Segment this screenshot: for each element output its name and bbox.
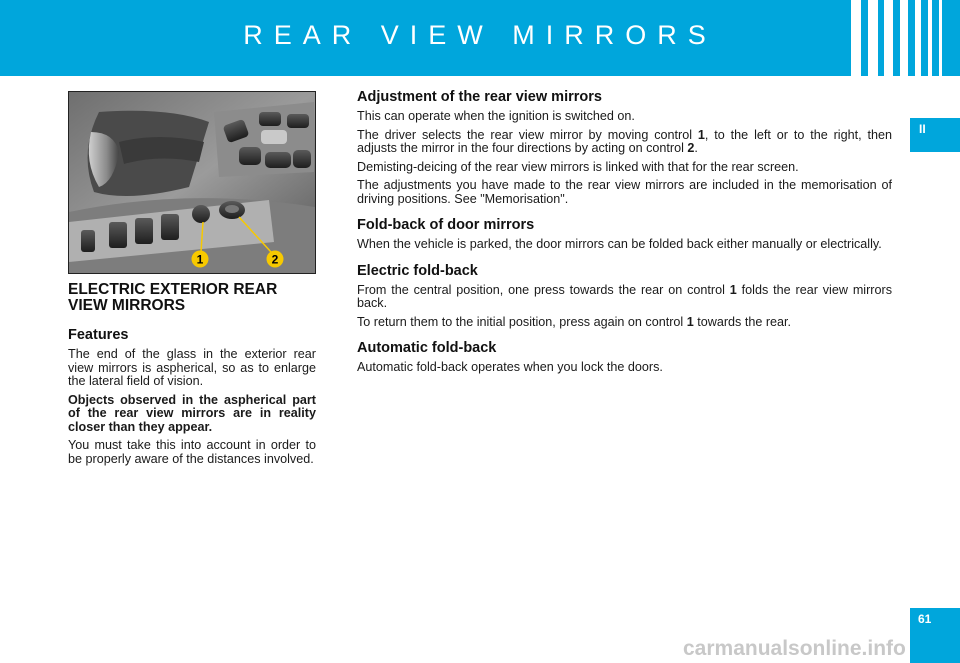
header-stripe: [915, 0, 921, 76]
left-column: [68, 282, 316, 466]
features-heading: Features: [68, 327, 129, 343]
chapter-tab: [910, 118, 960, 152]
door-panel-illustration: [69, 92, 315, 273]
electric-heading: Electric fold-back: [357, 262, 478, 279]
adjust-text-4: The adjustments you have made to the rear view mirrors are included in the memorisation of driving positions. See "Memorisation".: [357, 178, 892, 206]
adjust-text-3: Demisting-deicing of the rear view mirrors is linked with that for the rear screen.: [357, 159, 799, 174]
header-stripe: [900, 0, 908, 76]
header-stripe: [939, 0, 942, 76]
electric-text-2: To return them to the initial position, press again on control 1 towards the rear.: [357, 314, 792, 329]
control-ref: 1: [729, 282, 737, 297]
header-stripe: [928, 0, 932, 76]
svg-text:1: 1: [196, 252, 204, 267]
control-ref: 1: [686, 314, 694, 329]
page-header: [0, 0, 960, 76]
page-number-tab: [910, 608, 960, 663]
page-number: 61: [918, 612, 932, 626]
control-ref: 1: [697, 127, 705, 142]
foldback-heading: Fold-back of door mirrors: [357, 217, 535, 233]
door-control-photo: [68, 91, 316, 274]
warning-text: Objects observed in the aspherical part of the rear view mirrors are in reality closer than they appear.: [68, 392, 316, 434]
adjust-text-1: This can operate when the ignition is switched on.: [357, 109, 635, 123]
adjust-text-2: The driver selects the rear view mirror by moving control 1, to the left or to the right, then adjusts the mirror in the four directions by acting on control 2.: [357, 127, 892, 155]
right-column: [357, 88, 892, 375]
electric-text-1: From the central position, one press towards the rear on control 1 folds the rear view mirrors back.: [357, 282, 892, 310]
features-text: The end of the glass in the exterior rear view mirrors is aspherical, so as to enlarge the lateral field of vision.: [68, 347, 316, 388]
page-title: REAR VIEW MIRRORS: [243, 20, 717, 50]
chapter-label: II: [919, 122, 926, 136]
svg-text:2: 2: [271, 252, 279, 267]
note-text: You must take this into account in order to be properly aware of the distances involved.: [68, 438, 316, 466]
control-ref: 2: [687, 141, 695, 155]
watermark: carmanualsonline.info: [683, 637, 906, 660]
foldback-text: When the vehicle is parked, the door mirrors can be folded back either manually or electrically.: [357, 237, 882, 251]
callout-1: [192, 251, 209, 268]
adjust-heading: Adjustment of the rear view mirrors: [357, 89, 602, 105]
callout-2: [267, 251, 284, 268]
header-stripe: [868, 0, 878, 76]
header-stripe: [851, 0, 861, 76]
auto-heading: Automatic fold-back: [357, 340, 497, 356]
auto-text: Automatic fold-back operates when you lock the doors.: [357, 360, 663, 374]
section-title: ELECTRIC EXTERIOR REAR VIEW MIRRORS: [68, 281, 278, 314]
header-stripe: [884, 0, 893, 76]
